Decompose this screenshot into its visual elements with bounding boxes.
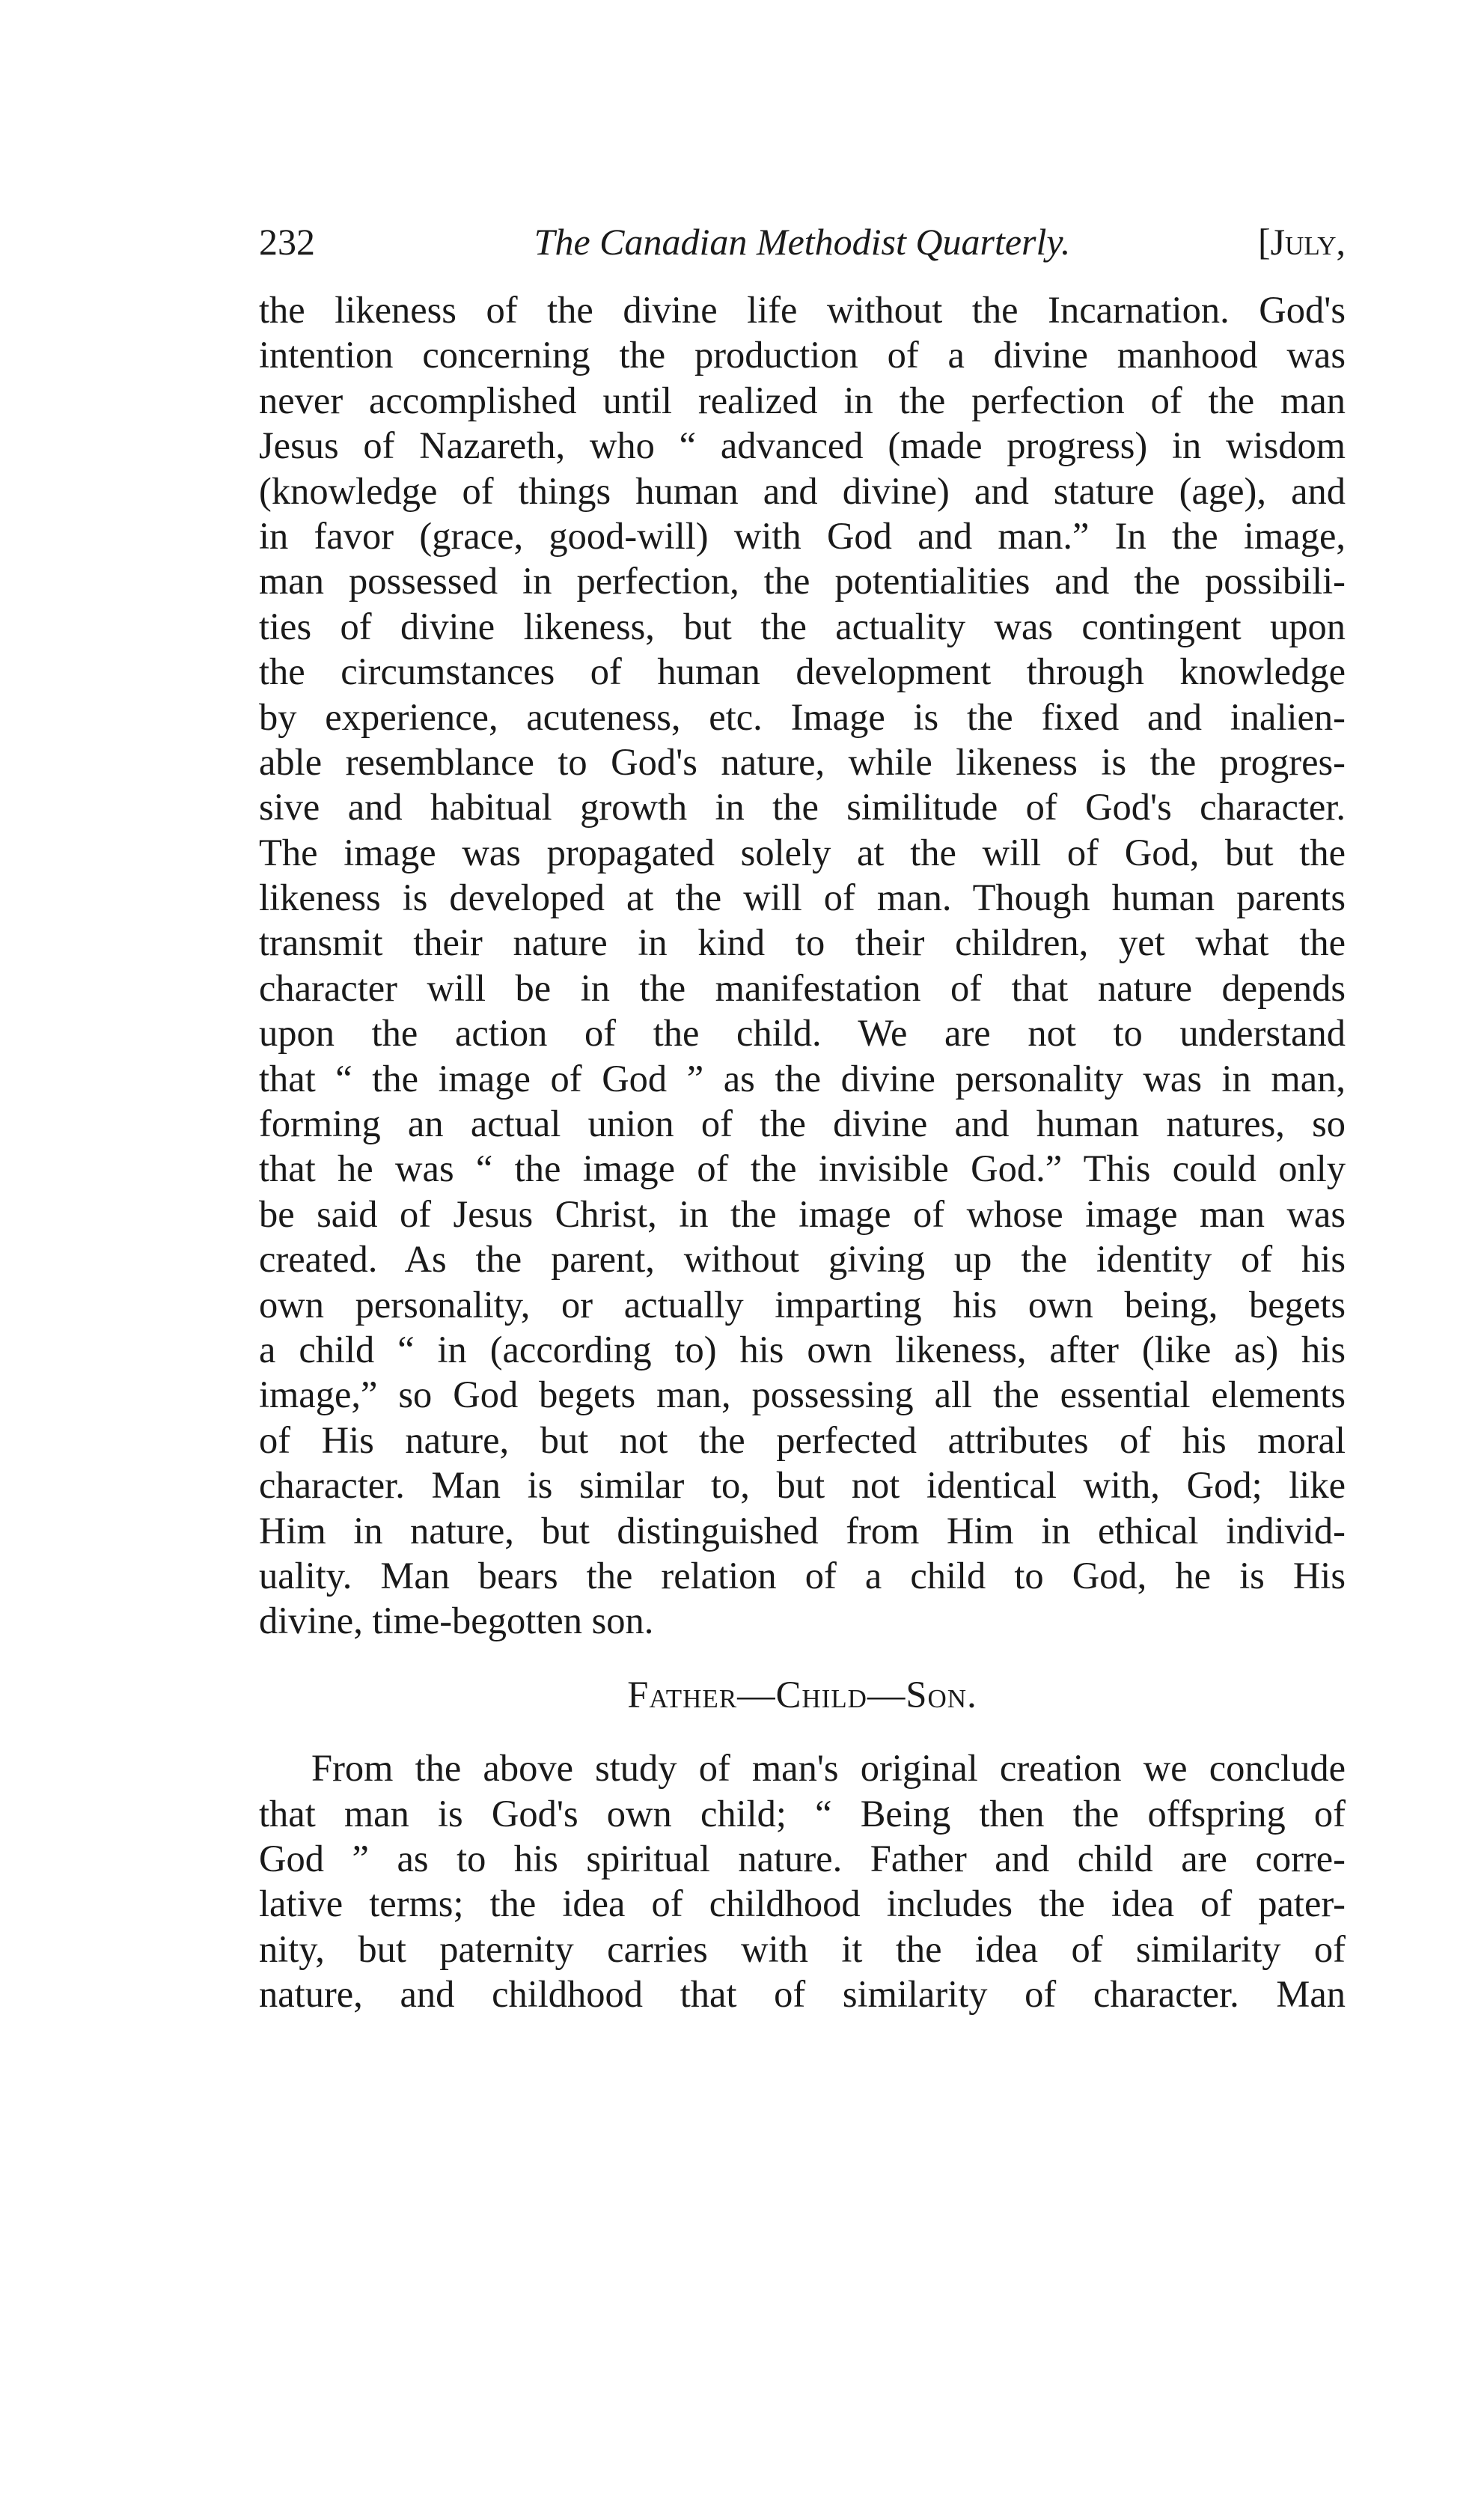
- paragraph-2: [259, 1746, 1346, 2016]
- text-line: that man is God's own child; “ Being then the offspring of: [259, 1792, 1346, 1835]
- section-heading: Father—Child—Son.: [627, 1673, 977, 1716]
- text-line: by experience, acuteness, etc. Image is the fixed and inalien-: [259, 695, 1346, 738]
- text-line: character. Man is similar to, but not identical with, God; like: [259, 1464, 1346, 1507]
- text-line: transmit their nature in kind to their children, yet what the: [259, 921, 1346, 964]
- text-line: Jesus of Nazareth, who “ advanced (made progress) in wisdom: [259, 424, 1346, 467]
- text-line: created. As the parent, without giving up the identity of his: [259, 1238, 1346, 1281]
- text-line: image,” so God begets man, possessing all the essential elements: [259, 1373, 1346, 1416]
- text-line: that “ the image of God ” as the divine personality was in man,: [259, 1057, 1346, 1100]
- text-line: own personality, or actually imparting his own being, begets: [259, 1283, 1346, 1326]
- text-line: a child “ in (according to) his own likeness, after (like as) his: [259, 1328, 1346, 1371]
- text-line: ties of divine likeness, but the actuality was contingent upon: [259, 605, 1346, 647]
- journal-title: The Canadian Methodist Quarterly.: [534, 221, 1071, 263]
- text-line: able resemblance to God's nature, while likeness is the progres-: [259, 740, 1346, 783]
- text-line: of His nature, but not the perfected attributes of his moral: [259, 1418, 1346, 1461]
- text-line: From the above study of man's original creation we conclude: [311, 1747, 1346, 1790]
- text-line: the circumstances of human development through knowledge: [259, 650, 1346, 693]
- text-line: (knowledge of things human and divine) and stature (age), and: [259, 469, 1346, 512]
- text-line: God ” as to his spiritual nature. Father and child are corre-: [259, 1837, 1346, 1879]
- text-line: upon the action of the child. We are not to understand: [259, 1012, 1346, 1055]
- text-line: nature, and childhood that of similarity of character. Man: [259, 1973, 1346, 2016]
- issue-month: [July,: [1257, 221, 1346, 263]
- text-line: sive and habitual growth in the similitude of God's character.: [259, 786, 1346, 829]
- text-line: nity, but paternity carries with it the idea of similarity of: [259, 1927, 1346, 1970]
- text-line: in favor (grace, good-will) with God and man.” In the image,: [259, 514, 1346, 557]
- page-number: 232: [259, 221, 315, 263]
- text-line: likeness is developed at the will of man. Though human parents: [259, 876, 1346, 919]
- text-line: character will be in the manifestation of that nature depends: [259, 966, 1346, 1009]
- paragraph-1: [259, 287, 1346, 1644]
- text-line: The image was propagated solely at the will of God, but the: [259, 831, 1346, 873]
- text-line: lative terms; the idea of childhood includes the idea of pater-: [259, 1882, 1346, 1925]
- text-line: forming an actual union of the divine and human natures, so: [259, 1103, 1346, 1145]
- text-line: intention concerning the production of a divine manhood was: [259, 334, 1346, 376]
- running-head: [259, 216, 1346, 268]
- text-line: uality. Man bears the relation of a child to God, he is His: [259, 1554, 1346, 1597]
- body-text: [259, 287, 1346, 2016]
- text-line: divine, time-begotten son.: [259, 1600, 654, 1642]
- text-line: man possessed in perfection, the potentialities and the possibili-: [259, 560, 1346, 603]
- text-line: be said of Jesus Christ, in the image of whose image man was: [259, 1192, 1346, 1235]
- text-line: Him in nature, but distinguished from Him in ethical individ-: [259, 1509, 1346, 1552]
- text-line: never accomplished until realized in the perfection of the man: [259, 379, 1346, 421]
- text-line: the likeness of the divine life without the Incarnation. God's: [259, 289, 1346, 331]
- text-line: that he was “ the image of the invisible God.” This could only: [259, 1147, 1346, 1190]
